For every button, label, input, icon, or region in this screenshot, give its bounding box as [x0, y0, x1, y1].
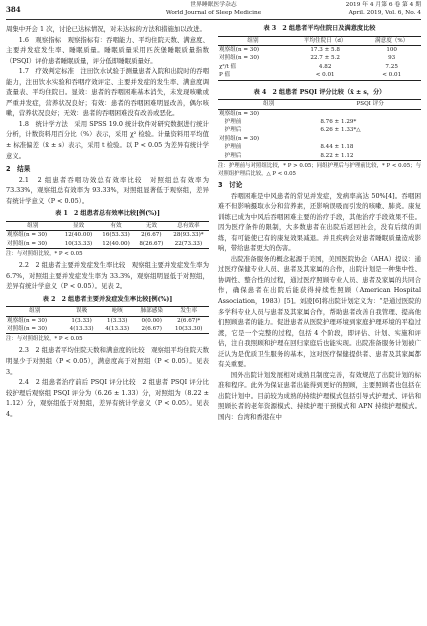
section-2-1: 2.1 2 组患者吞咽功效总有效率比较 对照组总有效率为 73.33%，观察组总有效率为 93.33%，对照组显著低于观察组，差异有统计学意义（P < 0.05）。	[6, 175, 209, 205]
table-cell: 6.26 ± 1.33*△	[320, 127, 361, 134]
table-cell	[319, 135, 421, 143]
section-2-2: 2.2 2 组患者主要并发症发生率比较 观察组主要并发症发生率为 6.7%，对照组主要并发症发生率为 33.3%，观察组明显低于对照组，差异有统计学意义（P < 0.05）。见表 2。	[6, 261, 209, 291]
table-cell: 护理后	[219, 127, 242, 134]
table-header-cell: 组别	[218, 100, 319, 109]
table-4	[218, 99, 421, 161]
table-cell: 4(13.33)	[64, 325, 100, 334]
table-header-cell: 显效	[60, 221, 98, 230]
table-cell: 100	[386, 46, 397, 53]
table-cell: 对照组(n = 30)	[219, 55, 260, 62]
table-row	[218, 143, 421, 151]
table-row	[6, 325, 209, 334]
table-header-cell: 组别	[6, 307, 64, 316]
table-header-cell: 平均住院日（d）	[288, 36, 362, 45]
table-row	[6, 231, 209, 240]
table-cell: 4.82	[318, 63, 332, 70]
table-cell: 观察组(n = 30)	[7, 232, 48, 239]
table-4-note: 注：护理前与对照组比较，* P > 0.05；同组护理后与护理前比较，* P < 0.05；与对照组护理后比较，△ P < 0.05	[218, 162, 421, 177]
table-header-cell: PSQI 评分	[319, 100, 421, 109]
table-cell: 10(33.33)	[60, 240, 98, 249]
section-2-4: 2.4 2 组患者治疗前后 PSQI 评分比较 2 组患者 PSQI 评分比较护理后观察组 PSQI 评分为（6.26 ± 1.33）分，对照组为（8.22 ± 1.12）分，观察组低于对照组，差异有统计学意义（P < 0.05）。见表 4。	[6, 378, 209, 418]
table-2	[6, 306, 209, 334]
section-1-7: 1.7 疗效判定标准 注田饮水试验于测量患者入院和出院时的吞咽能力，注田饮水实验和吞咽疗效评定、主要并发症的发生率、满意度调查量表、平均住院日。显效：患者的吞咽困难基本消失，未发现咳嗽或严重并发症，营养状况良好；有效：患者的吞咽困难明显改善，偶尔咳嗽，营养状况良好；无效：患者的吞咽困难没有改善或恶化。	[6, 67, 209, 118]
table-cell: 16(53.33)	[102, 232, 130, 239]
table-header-cell: 有效	[97, 221, 135, 230]
left-column	[6, 24, 209, 419]
table-row	[218, 71, 421, 80]
table-header-cell: 无效	[135, 221, 168, 230]
table-row	[6, 316, 209, 325]
table-header-cell: 满意度（%）	[362, 36, 421, 45]
results-heading: 2 结果	[6, 165, 31, 174]
table-cell: χ²/t 值	[219, 63, 237, 70]
table-cell: 7.25	[385, 63, 398, 70]
table-cell: 观察组(n = 30)	[219, 110, 260, 117]
table-header-cell: 肺部感染	[135, 307, 168, 316]
table-cell: 1(3.33)	[71, 317, 92, 324]
table-cell: P 值	[218, 71, 288, 80]
table-cell: 对照组(n = 30)	[6, 325, 64, 334]
right-column	[218, 24, 421, 423]
table-cell: 对照组(n = 30)	[6, 240, 60, 249]
table-cell: < 0.01	[362, 71, 421, 80]
table-cell: 8.76 ± 1.29*	[320, 118, 357, 125]
table-cell: 28(93.33)*	[173, 232, 204, 239]
table-cell: 2(6.67)	[141, 232, 162, 239]
table-header-cell: 组别	[6, 221, 60, 230]
paragraph: 国外出院计划发展相对成熟且制度完善，有效规范了出院计划的标准和程序。此外为保证患者出能得到更好的照顾，主要照顾者也包括在出院计划中。目前较为成熟的持续护理模式包括引导式护理式、评估和照顾长者的老年资源模式、持续护理干预模式和 APN 持续护理模式。国内：台湾和香港在中	[218, 370, 421, 421]
table-1-caption: 表 1 2 组患者总有效率比较[例(%)]	[55, 210, 160, 218]
page-header	[0, 0, 427, 22]
table-2-note: 注：与对照组比较，* P < 0.05	[6, 336, 83, 343]
table-cell: 2(6.67)*	[177, 317, 201, 324]
table-cell: 8.22 ± 1.12	[319, 152, 421, 161]
table-cell: 93	[388, 55, 396, 62]
table-cell: 8(26.67)	[135, 240, 168, 249]
table-cell: 22(73.33)	[168, 240, 209, 249]
header-rule	[6, 19, 421, 20]
table-row	[218, 152, 421, 161]
table-cell: 护理前	[219, 144, 242, 151]
table-header-cell: 总有效率	[168, 221, 209, 230]
table-cell: 观察组(n = 30)	[219, 46, 260, 53]
table-row	[218, 63, 421, 71]
spacer	[218, 81, 421, 85]
table-cell: 观察组(n = 30)	[7, 317, 48, 324]
table-1-note: 注：与对照组比较，* P < 0.05	[6, 251, 83, 258]
table-row	[218, 54, 421, 62]
table-cell: 0(0.00)	[141, 317, 162, 324]
table-3-caption: 表 3 2 组患者平均住院日及满意度比较	[263, 25, 376, 32]
table-cell: 2(6.67)	[135, 325, 168, 334]
paragraph: 周集中开会 1 次，讨论已达标情况，对未达标的方法和措施加以改进。	[6, 25, 206, 33]
table-cell: 12(40.00)	[64, 232, 93, 239]
discussion-heading: 3 讨论	[218, 180, 243, 189]
paragraph: 出院准备服务的概念起源于美国，美国医院协会（AHA）提议：通过医疗保健专业人员、患者及其家属的合作，出院计划是一种集中性、协调性、整合性的过程，通过医疗照顾专业人员、患者及家属的共同合作，确保患者在出院后能获得持续性照顾（American Hospital Association，1983）[5]。刘凌[6]将出院计划定义为：“是通过医院的多学科专业人员与患者及其家属合作，帮助患者改善自我管理、提高他们照顾患者的能力。促进患者从医院护理环境到家庭护理环境的平稳过渡，它是一个完整的过程，包括 4 个阶段，即评估、计划、实施和评估，注自我照顾和护理在回归家庭后也能实现。出院准备服务计划被广泛认为是优质卫生服务的基本，这对医疗保健提供者、患者及其家属都有关重要。	[218, 254, 421, 369]
table-row	[6, 240, 209, 249]
table-cell: 1(3.33)	[107, 317, 128, 324]
issue-info	[346, 1, 421, 17]
table-cell: 护理后	[218, 152, 319, 161]
table-1	[6, 221, 209, 249]
table-cell: < 0.01	[288, 71, 362, 80]
table-cell: 对照组(n = 30)	[219, 135, 260, 142]
issue-info-en: April. 2019, Vol. 6, No. 4	[348, 10, 421, 16]
journal-title-cn: 世界睡眠医学杂志	[190, 2, 237, 8]
table-header-cell: 发生率	[168, 307, 209, 316]
table-row	[218, 45, 421, 54]
table-header-cell: 组别	[218, 36, 288, 45]
table-cell: 4(13.33)	[99, 325, 135, 334]
table-cell: 护理前	[219, 118, 242, 125]
table-header-cell: 误吸	[64, 307, 100, 316]
table-3	[218, 36, 421, 81]
paragraph: 吞咽困难是中风患者的常见并发症，发病率高达 50%[4]。吞咽困难不但影响摄取水分和营养素，还影响误吸而引发的咳嗽、肺炎。康复训练已成为中风后吞咽困难主要的治疗手段，其他治疗手段效果不佳。因为医疗条件的限制，大多数患者在出院后返回社会，没有后续的训练，有可能使已有的康复效果减退。并且疾病会对患者睡眠质量造成影响，带给患者更大的伤害。	[218, 191, 421, 253]
table-2-caption: 表 2 2 组患者主要并发症发生率比较[例(%)]	[42, 295, 173, 303]
section-1-6: 1.6 观察指标 观察指标有：吞咽能力、平均住院天数、满意度、主要并发症发生率、睡眠质量。睡眠质量采用匹茨堡睡眠质量指数（PSQI）评价患者睡眠质量，评分低即睡眠质量好。	[6, 35, 209, 65]
table-cell: 8.44 ± 1.18	[320, 144, 354, 151]
page-number: 384	[6, 5, 21, 14]
issue-info-cn: 2019 年 4 月第 6 卷 第 4 期	[345, 2, 421, 8]
table-row	[218, 118, 421, 126]
table-cell: 10(33.30)	[168, 325, 209, 334]
table-cell: 22.7 ± 5.2	[310, 55, 340, 62]
table-4-caption: 表 4 2 组患者 PSQI 评分比较（x̄ ± s，分）	[253, 88, 386, 96]
table-header-cell: 呛咳	[99, 307, 135, 316]
table-row	[218, 126, 421, 134]
table-row	[218, 135, 421, 143]
section-1-8: 1.8 统计学方法 采用 SPSS 19.0 统计软件对研究数据进行统计分析，计数资料用百分比（%）表示，采用 χ² 检验。计量资料用平均值 ± 标准偏差（x̄ ± s）表示，采用 t 检验。以 P < 0.05 为差异有统计学意义。	[6, 119, 209, 160]
table-cell: 17.3 ± 5.8	[310, 46, 340, 53]
journal-title-en: World Journal of Sleep Medicine	[165, 10, 262, 16]
table-row	[218, 109, 421, 118]
section-2-3: 2.3 2 组患者平均住院天数和满意度的比较 观察组平均住院天数明显少于对照组（P < 0.05），满意度高于对照组（P < 0.05）。见表 3。	[6, 346, 209, 376]
table-cell	[319, 109, 421, 118]
table-cell: 12(40.00)	[97, 240, 135, 249]
